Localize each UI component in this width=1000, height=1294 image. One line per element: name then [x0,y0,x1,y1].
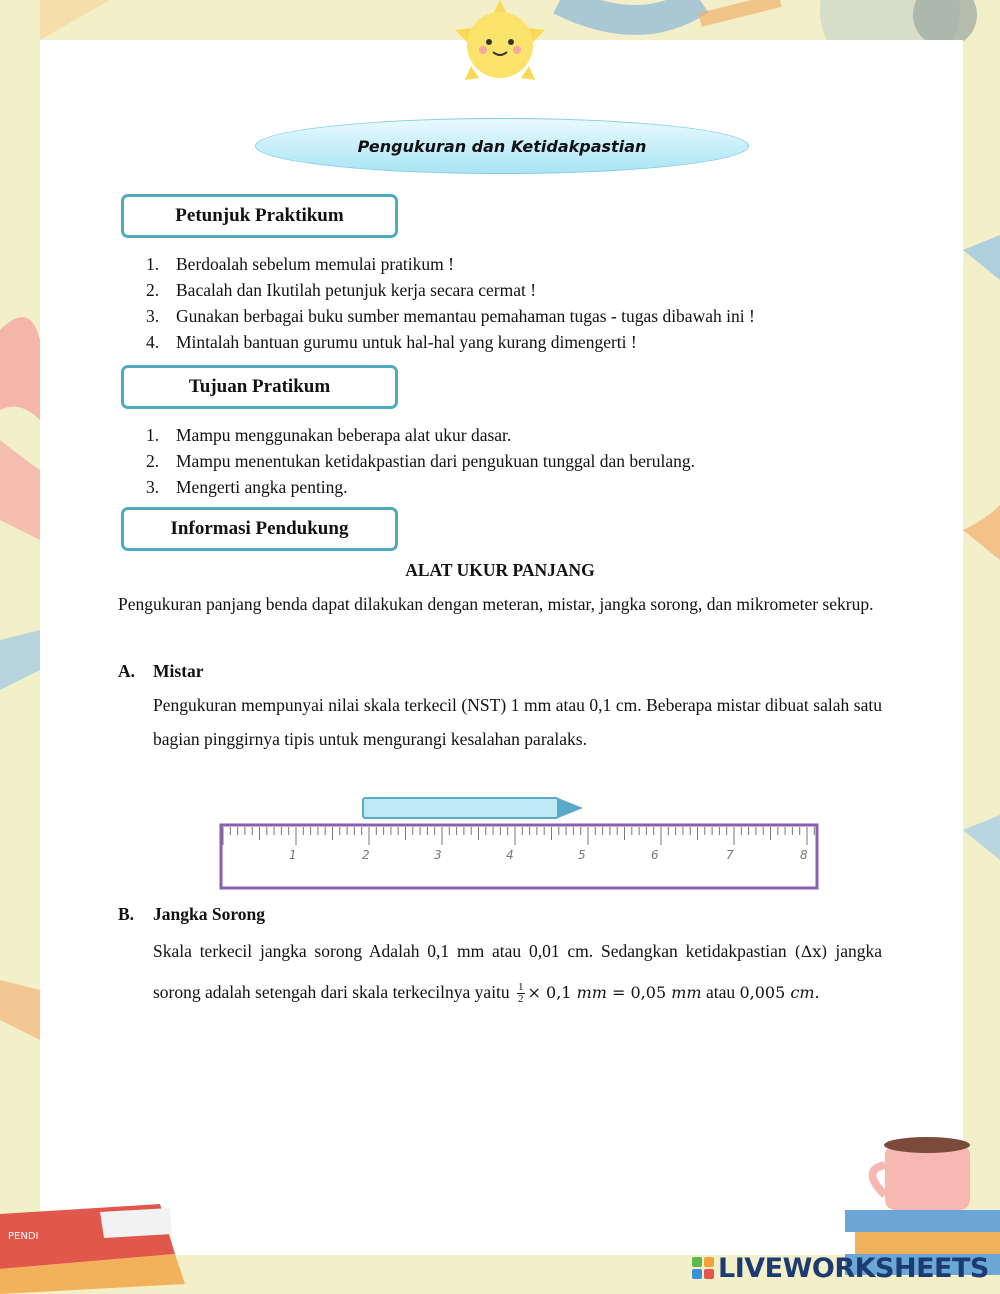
list-item: 4. Mintalah bantuan gurumu untuk hal-hal yang kurang dimengerti ! [146,332,637,352]
mistar-paragraph: Pengukuran mempunyai nilai skala terkecil (NST) 1 mm atau 0,1 cm. Beberapa mistar dibuat salah satu bagian pinggirnya tipis untuk mengurangi kesalahan paralaks. [153,695,882,749]
unit-cm: cm [790,983,815,1002]
brand-logo-icon [692,1257,714,1279]
ruler-label: 2 [362,848,370,862]
list-item: 1. Mampu menggunakan beberapa alat ukur dasar. [146,425,512,445]
section-a-title: Mistar [153,661,204,681]
delta-x: (Δx) [794,942,828,961]
fraction-half: $\frac{1}{2}$ [518,981,524,1006]
unit-mm-2: mm [671,983,702,1002]
petunjuk-list [146,251,755,355]
ruler-illustration [215,795,825,895]
section-b-title: Jangka Sorong [153,904,266,924]
ruler-label: 5 [578,848,586,862]
jangka-text-1: Skala terkecil jangka sorong Adalah 0,1 mm atau 0,01 cm. Sedangkan ketidakpastian [153,941,787,961]
section-informasi-pendukung: Informasi Pendukung [121,507,398,551]
sun-icon [445,0,555,100]
list-item: 2. Bacalah dan Ikutilah petunjuk kerja secara cermat ! [146,280,537,300]
jangka-text-2: jangka sorong adalah setengah dari skala terkecilnya yaitu [153,941,883,1002]
books-decoration [0,1194,200,1294]
liveworksheets-logo [692,1252,989,1284]
intro-paragraph: Pengukuran panjang benda dapat dilakukan dengan meteran, mistar, jangka sorong, dan mikrometer sekrup. [118,594,874,614]
jangka-sorong-paragraph [153,931,882,1013]
formula-part-b: = 0,05 [606,983,672,1002]
list-item: 2. Mampu menentukan ketidakpastian dari pengukuan tunggal dan berulang. [146,451,696,471]
list-item: 3. Mengerti angka penting. [146,477,348,497]
unit-mm: mm [576,983,607,1002]
ruler-label: 8 [800,848,808,862]
svg-text:PENDI: PENDI [8,1231,39,1242]
ruler-label: 6 [651,848,659,862]
section-a-letter: A. [118,661,136,681]
section-petunjuk-praktikum: Petunjuk Praktikum [121,194,398,238]
period: . [814,983,820,1002]
section-b-letter: B. [118,904,135,924]
pencil-tip [558,798,583,818]
ruler-label: 7 [726,848,734,862]
value-0005: 0,005 [739,983,791,1002]
alat-ukur-heading: ALAT UKUR PANJANG [405,560,595,580]
section-b-heading [118,904,265,925]
ruler-label: 1 [289,848,297,862]
section-a-heading [118,661,204,682]
list-item: 1. Berdoalah sebelum memulai pratikum ! [146,254,454,274]
tujuan-list [146,422,695,500]
page-title: Pengukuran dan Ketidakpastian [255,118,749,174]
brand-name: LIVEWORKSHEETS [718,1252,989,1284]
ruler-label: 4 [506,848,514,862]
list-item: 3. Gunakan berbagai buku sumber memantau pemahaman tugas - tugas dibawah ini ! [146,306,755,326]
section-tujuan-pratikum: Tujuan Pratikum [121,365,398,409]
ruler-label: 3 [434,848,442,862]
atau-text: atau [705,982,736,1002]
pencil-body [363,798,558,818]
formula-part-a: × 0,1 [527,983,577,1002]
